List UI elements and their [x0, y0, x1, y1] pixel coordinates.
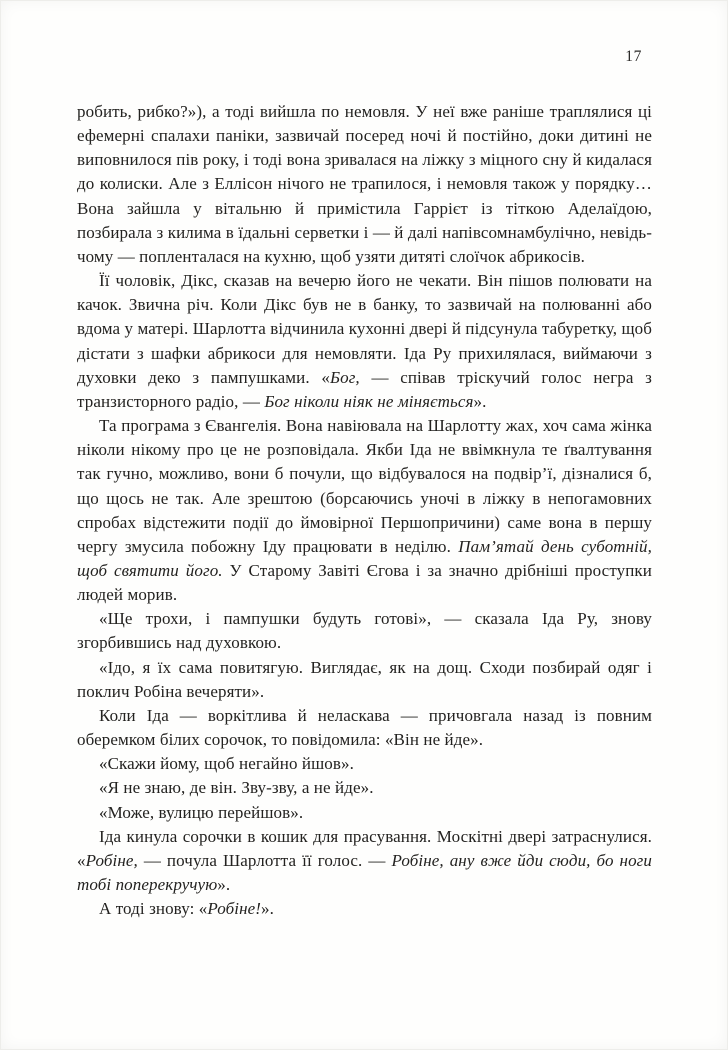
italic-run: Робіне, ану вже йди сюди, бо ноги тобі поперекручую	[77, 850, 652, 894]
text-run: ».	[473, 391, 487, 411]
paragraph	[77, 825, 652, 897]
text-run: робить, рибко?»), а тоді вийшла по немовля. У неї вже раніше траплялися ці ефемерні спалахи паніки, зазвичай посеред ночі й постійно, доки дитині не виповнилося пів року, і тоді вона зривалася на ліжку з міцного сну й кидалася до колиски. Але з Еллісон нічого не трапилося, і немовля також у порядку… Вона зайшла у вітальню й примістила Гаррієт із тіткою Аделаїдою, позбирала з килима в їдальні серветки і — й далі напівсомнамбулічно, невідь-чому — попленталася на кухню, щоб узяти дитяті слоїчок абрикосів.	[77, 102, 652, 266]
text-run: А тоді знову: «	[99, 899, 208, 919]
text-block	[77, 100, 652, 921]
italic-run: Бог ніколи ніяк не міняється	[264, 391, 474, 411]
paragraph	[77, 704, 652, 752]
page-number: 17	[625, 48, 642, 65]
paragraph	[77, 897, 652, 921]
paragraph	[77, 607, 652, 655]
paragraphs	[77, 100, 652, 921]
paragraph	[77, 752, 652, 776]
text-run: Коли Іда — воркітлива й неласкава — причовгала назад із повним оберемком білих сорочок, то повідомила: «Він не йде».	[77, 705, 652, 750]
italic-run: Пам’ятай день суботній, щоб святити його.	[77, 536, 652, 580]
paragraph	[77, 269, 652, 414]
text-run: «Я не знаю, де він. Зву-зву, а не йде».	[99, 778, 374, 798]
text-run: У Старому Завіті Єгова і за значно дрібніші проступки людей морив.	[77, 560, 652, 605]
text-run: «Скажи йому, щоб негайно йшов».	[99, 754, 354, 774]
text-run: — співав тріскучий голос негра з транзисторного радіо, —	[77, 367, 652, 411]
text-run: «Може, вулицю перейшов».	[99, 802, 304, 822]
paragraph	[77, 100, 652, 269]
text-run: Її чоловік, Дікс, сказав на вечерю його не чекати. Він пішов полювати на качок. Звична річ. Коли Дікс був не в банку, то зазвичай на полюванні або вдома у матері. Шарлотта відчинила кухонні двері й підсунула табуретку, щоб дістати з шафки абрикоси для немовляти. Іда Ру прихилялася, виймаючи з духовки деко з пампушками. «	[77, 271, 652, 387]
paragraph	[77, 656, 652, 704]
paragraph	[77, 776, 652, 800]
text-run: Та програма з Євангелія. Вона навіювала на Шарлотту жах, хоч сама жінка ніколи нікому про це не розповідала. Якби Іда не ввімкнула те ґвалтування так гучно, можливо, вони б почули, що відбувалося на подвір’ї, дізналися б, що щось не так. Але зрештою (борсаючись уночі в ліжку в непогамовних спробах відстежити події до ймовірної Першопричини) саме вона в першу чергу змусила побожну Іду працювати в неділю.	[77, 416, 652, 556]
text-run: «Ще трохи, і пампушки будуть готові», — сказала Іда Ру, знову згорбившись над духовкою.	[77, 609, 652, 653]
paragraph	[77, 801, 652, 825]
italic-run: Робіне!	[207, 899, 262, 919]
italic-run: Робіне,	[85, 850, 138, 870]
text-run: «Ідо, я їх сама повитягую. Виглядає, як на дощ. Сходи позбирай одяг і поклич Робіна вечеряти».	[77, 657, 652, 701]
text-run: Іда кинула сорочки в кошик для прасування. Москітні двері затраснулися. «	[77, 826, 652, 870]
text-run: — почула Шарлотта її голос. —	[137, 850, 392, 870]
italic-run: Бог,	[329, 367, 360, 387]
text-run: ».	[261, 899, 274, 919]
paragraph	[77, 414, 652, 607]
text-run: ».	[217, 875, 231, 894]
